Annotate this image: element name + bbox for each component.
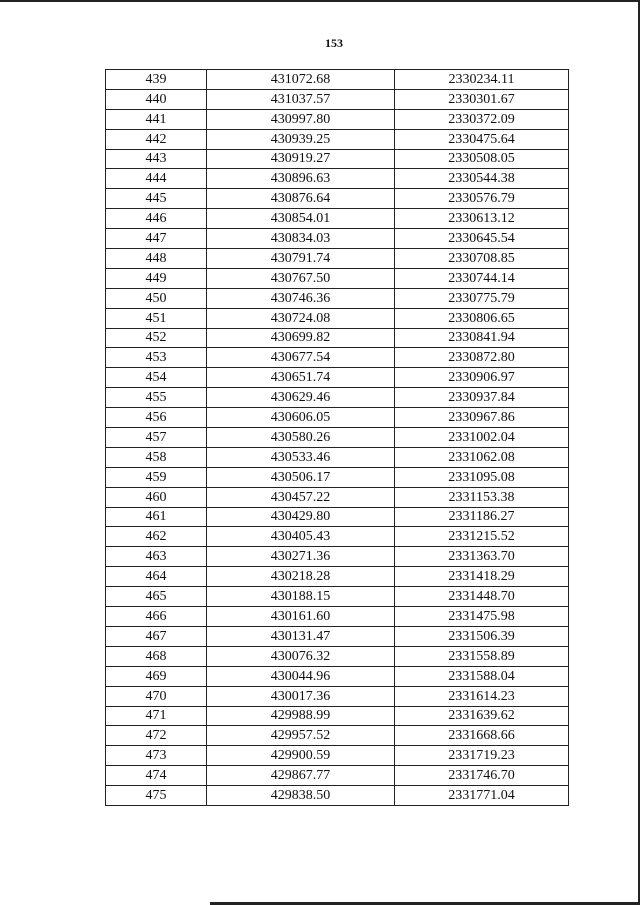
table-row xyxy=(106,348,569,368)
table-row xyxy=(106,686,569,706)
y-coordinate-cell: 2330234.11 xyxy=(395,70,569,90)
x-coordinate-cell: 430629.46 xyxy=(207,388,395,408)
point-number-cell: 465 xyxy=(106,587,207,607)
y-coordinate-cell: 2330645.54 xyxy=(395,229,569,249)
table-row xyxy=(106,368,569,388)
y-coordinate-cell: 2330613.12 xyxy=(395,209,569,229)
y-coordinate-cell: 2331719.23 xyxy=(395,746,569,766)
point-number-cell: 442 xyxy=(106,129,207,149)
point-number-cell: 444 xyxy=(106,169,207,189)
y-coordinate-cell: 2330806.65 xyxy=(395,308,569,328)
y-coordinate-cell: 2331639.62 xyxy=(395,706,569,726)
point-number-cell: 439 xyxy=(106,70,207,90)
point-number-cell: 474 xyxy=(106,766,207,786)
table-row xyxy=(106,706,569,726)
point-number-cell: 448 xyxy=(106,249,207,269)
table-row xyxy=(106,249,569,269)
y-coordinate-cell: 2331614.23 xyxy=(395,686,569,706)
table-row xyxy=(106,626,569,646)
x-coordinate-cell: 429957.52 xyxy=(207,726,395,746)
y-coordinate-cell: 2331418.29 xyxy=(395,567,569,587)
y-coordinate-cell: 2330301.67 xyxy=(395,89,569,109)
y-coordinate-cell: 2330475.64 xyxy=(395,129,569,149)
page-border-top xyxy=(0,0,640,2)
y-coordinate-cell: 2331448.70 xyxy=(395,587,569,607)
x-coordinate-cell: 430218.28 xyxy=(207,567,395,587)
y-coordinate-cell: 2330508.05 xyxy=(395,149,569,169)
table-row xyxy=(106,189,569,209)
point-number-cell: 461 xyxy=(106,507,207,527)
table-row xyxy=(106,746,569,766)
coordinates-table xyxy=(105,69,569,806)
table-row xyxy=(106,268,569,288)
table-row xyxy=(106,567,569,587)
table-row xyxy=(106,129,569,149)
table-row xyxy=(106,169,569,189)
table-row xyxy=(106,89,569,109)
x-coordinate-cell: 430677.54 xyxy=(207,348,395,368)
point-number-cell: 450 xyxy=(106,288,207,308)
y-coordinate-cell: 2330906.97 xyxy=(395,368,569,388)
point-number-cell: 466 xyxy=(106,607,207,627)
x-coordinate-cell: 430791.74 xyxy=(207,249,395,269)
y-coordinate-cell: 2330937.84 xyxy=(395,388,569,408)
point-number-cell: 443 xyxy=(106,149,207,169)
page-number: 153 xyxy=(325,36,343,50)
x-coordinate-cell: 430580.26 xyxy=(207,428,395,448)
x-coordinate-cell: 430188.15 xyxy=(207,587,395,607)
x-coordinate-cell: 431072.68 xyxy=(207,70,395,90)
table-row xyxy=(106,527,569,547)
x-coordinate-cell: 429988.99 xyxy=(207,706,395,726)
table-row xyxy=(106,467,569,487)
x-coordinate-cell: 431037.57 xyxy=(207,89,395,109)
point-number-cell: 468 xyxy=(106,646,207,666)
point-number-cell: 470 xyxy=(106,686,207,706)
x-coordinate-cell: 430997.80 xyxy=(207,109,395,129)
y-coordinate-cell: 2330576.79 xyxy=(395,189,569,209)
table-row xyxy=(106,666,569,686)
x-coordinate-cell: 430044.96 xyxy=(207,666,395,686)
y-coordinate-cell: 2331002.04 xyxy=(395,428,569,448)
y-coordinate-cell: 2331062.08 xyxy=(395,447,569,467)
x-coordinate-cell: 430767.50 xyxy=(207,268,395,288)
y-coordinate-cell: 2330841.94 xyxy=(395,328,569,348)
x-coordinate-cell: 430919.27 xyxy=(207,149,395,169)
y-coordinate-cell: 2331363.70 xyxy=(395,547,569,567)
x-coordinate-cell: 430854.01 xyxy=(207,209,395,229)
y-coordinate-cell: 2330872.80 xyxy=(395,348,569,368)
table-row xyxy=(106,209,569,229)
point-number-cell: 471 xyxy=(106,706,207,726)
x-coordinate-cell: 430506.17 xyxy=(207,467,395,487)
coordinates-table-body xyxy=(106,70,569,806)
table-row xyxy=(106,447,569,467)
y-coordinate-cell: 2331475.98 xyxy=(395,607,569,627)
point-number-cell: 446 xyxy=(106,209,207,229)
x-coordinate-cell: 430834.03 xyxy=(207,229,395,249)
x-coordinate-cell: 429867.77 xyxy=(207,766,395,786)
y-coordinate-cell: 2330775.79 xyxy=(395,288,569,308)
x-coordinate-cell: 430699.82 xyxy=(207,328,395,348)
table-row xyxy=(106,109,569,129)
y-coordinate-cell: 2330708.85 xyxy=(395,249,569,269)
x-coordinate-cell: 430939.25 xyxy=(207,129,395,149)
y-coordinate-cell: 2331771.04 xyxy=(395,786,569,806)
x-coordinate-cell: 430606.05 xyxy=(207,408,395,428)
y-coordinate-cell: 2331506.39 xyxy=(395,626,569,646)
point-number-cell: 473 xyxy=(106,746,207,766)
point-number-cell: 463 xyxy=(106,547,207,567)
point-number-cell: 441 xyxy=(106,109,207,129)
y-coordinate-cell: 2331588.04 xyxy=(395,666,569,686)
x-coordinate-cell: 430076.32 xyxy=(207,646,395,666)
x-coordinate-cell: 430651.74 xyxy=(207,368,395,388)
y-coordinate-cell: 2331186.27 xyxy=(395,507,569,527)
y-coordinate-cell: 2331558.89 xyxy=(395,646,569,666)
point-number-cell: 459 xyxy=(106,467,207,487)
x-coordinate-cell: 430457.22 xyxy=(207,487,395,507)
x-coordinate-cell: 429838.50 xyxy=(207,786,395,806)
table-row xyxy=(106,507,569,527)
x-coordinate-cell: 430271.36 xyxy=(207,547,395,567)
x-coordinate-cell: 430533.46 xyxy=(207,447,395,467)
table-row xyxy=(106,308,569,328)
y-coordinate-cell: 2331215.52 xyxy=(395,527,569,547)
point-number-cell: 467 xyxy=(106,626,207,646)
y-coordinate-cell: 2330544.38 xyxy=(395,169,569,189)
x-coordinate-cell: 430017.36 xyxy=(207,686,395,706)
y-coordinate-cell: 2330372.09 xyxy=(395,109,569,129)
point-number-cell: 453 xyxy=(106,348,207,368)
y-coordinate-cell: 2330744.14 xyxy=(395,268,569,288)
table-row xyxy=(106,487,569,507)
point-number-cell: 451 xyxy=(106,308,207,328)
x-coordinate-cell: 430429.80 xyxy=(207,507,395,527)
point-number-cell: 457 xyxy=(106,428,207,448)
table-row xyxy=(106,726,569,746)
point-number-cell: 464 xyxy=(106,567,207,587)
table-row xyxy=(106,587,569,607)
x-coordinate-cell: 430876.64 xyxy=(207,189,395,209)
point-number-cell: 469 xyxy=(106,666,207,686)
table-row xyxy=(106,149,569,169)
table-row xyxy=(106,547,569,567)
point-number-cell: 455 xyxy=(106,388,207,408)
x-coordinate-cell: 430161.60 xyxy=(207,607,395,627)
table-row xyxy=(106,766,569,786)
point-number-cell: 458 xyxy=(106,447,207,467)
x-coordinate-cell: 430724.08 xyxy=(207,308,395,328)
x-coordinate-cell: 430405.43 xyxy=(207,527,395,547)
point-number-cell: 475 xyxy=(106,786,207,806)
table-row xyxy=(106,288,569,308)
point-number-cell: 472 xyxy=(106,726,207,746)
table-row xyxy=(106,646,569,666)
y-coordinate-cell: 2330967.86 xyxy=(395,408,569,428)
point-number-cell: 447 xyxy=(106,229,207,249)
table-row xyxy=(106,229,569,249)
point-number-cell: 449 xyxy=(106,268,207,288)
x-coordinate-cell: 430131.47 xyxy=(207,626,395,646)
y-coordinate-cell: 2331153.38 xyxy=(395,487,569,507)
point-number-cell: 454 xyxy=(106,368,207,388)
point-number-cell: 452 xyxy=(106,328,207,348)
table-row xyxy=(106,428,569,448)
point-number-cell: 460 xyxy=(106,487,207,507)
table-row xyxy=(106,70,569,90)
table-row xyxy=(106,388,569,408)
point-number-cell: 445 xyxy=(106,189,207,209)
y-coordinate-cell: 2331668.66 xyxy=(395,726,569,746)
x-coordinate-cell: 430746.36 xyxy=(207,288,395,308)
point-number-cell: 456 xyxy=(106,408,207,428)
y-coordinate-cell: 2331746.70 xyxy=(395,766,569,786)
x-coordinate-cell: 430896.63 xyxy=(207,169,395,189)
table-row xyxy=(106,328,569,348)
point-number-cell: 440 xyxy=(106,89,207,109)
table-row xyxy=(106,408,569,428)
x-coordinate-cell: 429900.59 xyxy=(207,746,395,766)
y-coordinate-cell: 2331095.08 xyxy=(395,467,569,487)
table-row xyxy=(106,607,569,627)
table-row xyxy=(106,786,569,806)
point-number-cell: 462 xyxy=(106,527,207,547)
